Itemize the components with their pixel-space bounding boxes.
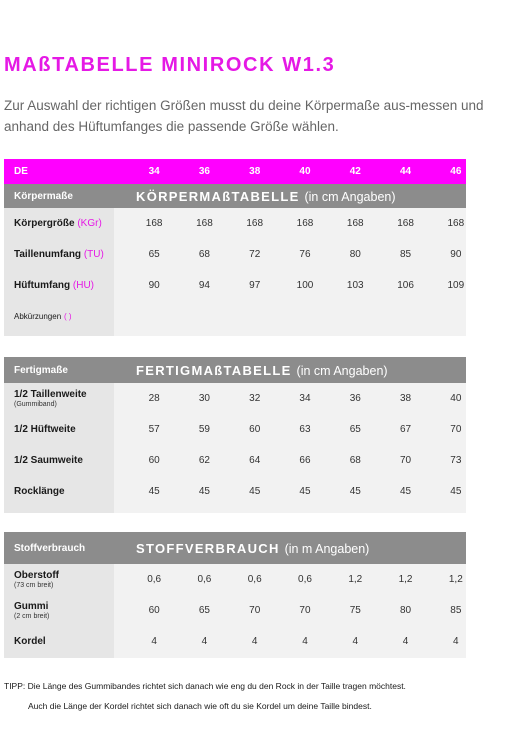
stoff-heading-row: [4, 532, 466, 564]
table-row: Hüftumfang (HU) 90 94 97 100 103 106 109: [14, 280, 465, 291]
intro-text: Zur Auswahl der richtigen Größen musst du deine Körpermaße aus-messen und anhand des Hüftumfanges die passende Größe wählen.: [4, 98, 484, 134]
table-row: 1/2 Taillenweite (Gummiband) 28 30 32 34 36 38 40: [14, 389, 462, 408]
tip-line-1: TIPP: Die Länge des Gummibandes richtet sich danach wie eng du den Rock in der Taille tragen möchtest.: [4, 681, 406, 691]
tip-note: [4, 676, 508, 716]
fertig-heading-row: [4, 357, 466, 383]
fertigmass-table: [4, 357, 466, 513]
size-system-label: DE: [14, 166, 28, 177]
fertig-side-label: Fertigmaße: [14, 364, 68, 376]
size-34: 34: [148, 166, 160, 177]
stoff-heading: STOFFVERBRAUCH (in m Angaben): [136, 540, 370, 556]
table-row: 1/2 Hüftweite 57 59 60 63 65 67 70: [14, 424, 462, 435]
koerpermass-table: [4, 159, 466, 336]
abbreviations-row: Abkürzungen ( ): [14, 311, 72, 321]
koerper-heading-row: [4, 184, 466, 208]
table-row: 1/2 Saumweite 60 62 64 66 68 70 73: [14, 455, 462, 466]
size-44: 44: [399, 166, 412, 177]
size-40: 40: [299, 166, 311, 177]
size-38: 38: [249, 166, 261, 177]
table-row: Oberstoff (73 cm breit) 0,6 0,6 0,6 0,6 1,2 1,2 1,2: [14, 570, 463, 589]
size-42: 42: [349, 166, 361, 177]
table-row: Kordel 4 4 4 4 4 4 4: [14, 636, 459, 647]
koerper-heading: KÖRPERMAßTABELLE (in cm Angaben): [136, 188, 396, 204]
table-row: Rocklänge 45 45 45 45 45 45 45: [14, 486, 462, 497]
table-row: Gummi (2 cm breit) 60 65 70 70 75 80 85: [14, 601, 462, 620]
table-row: Taillenumfang (TU) 65 68 72 76 80 85 90: [14, 249, 462, 260]
koerper-side-label: Körpermaße: [14, 190, 73, 202]
tip-line-2: Auch die Länge der Kordel richtet sich danach wie oft du sie Kordel um deine Taille bindest.: [28, 701, 372, 711]
page-title: MAßTABELLE MINIROCK W1.3: [4, 54, 336, 76]
size-46: 46: [450, 166, 462, 177]
table-row: Körpergröße (KGr) 168 168 168 168 168 168 168: [14, 218, 465, 229]
size-header-row: [4, 159, 466, 184]
stoffverbrauch-table: [4, 532, 466, 658]
size-header-values: [114, 166, 466, 177]
stoff-side-label: Stoffverbrauch: [14, 542, 86, 554]
fertig-heading: FERTIGMAßTABELLE (in cm Angaben): [136, 362, 388, 378]
size-36: 36: [198, 166, 210, 177]
